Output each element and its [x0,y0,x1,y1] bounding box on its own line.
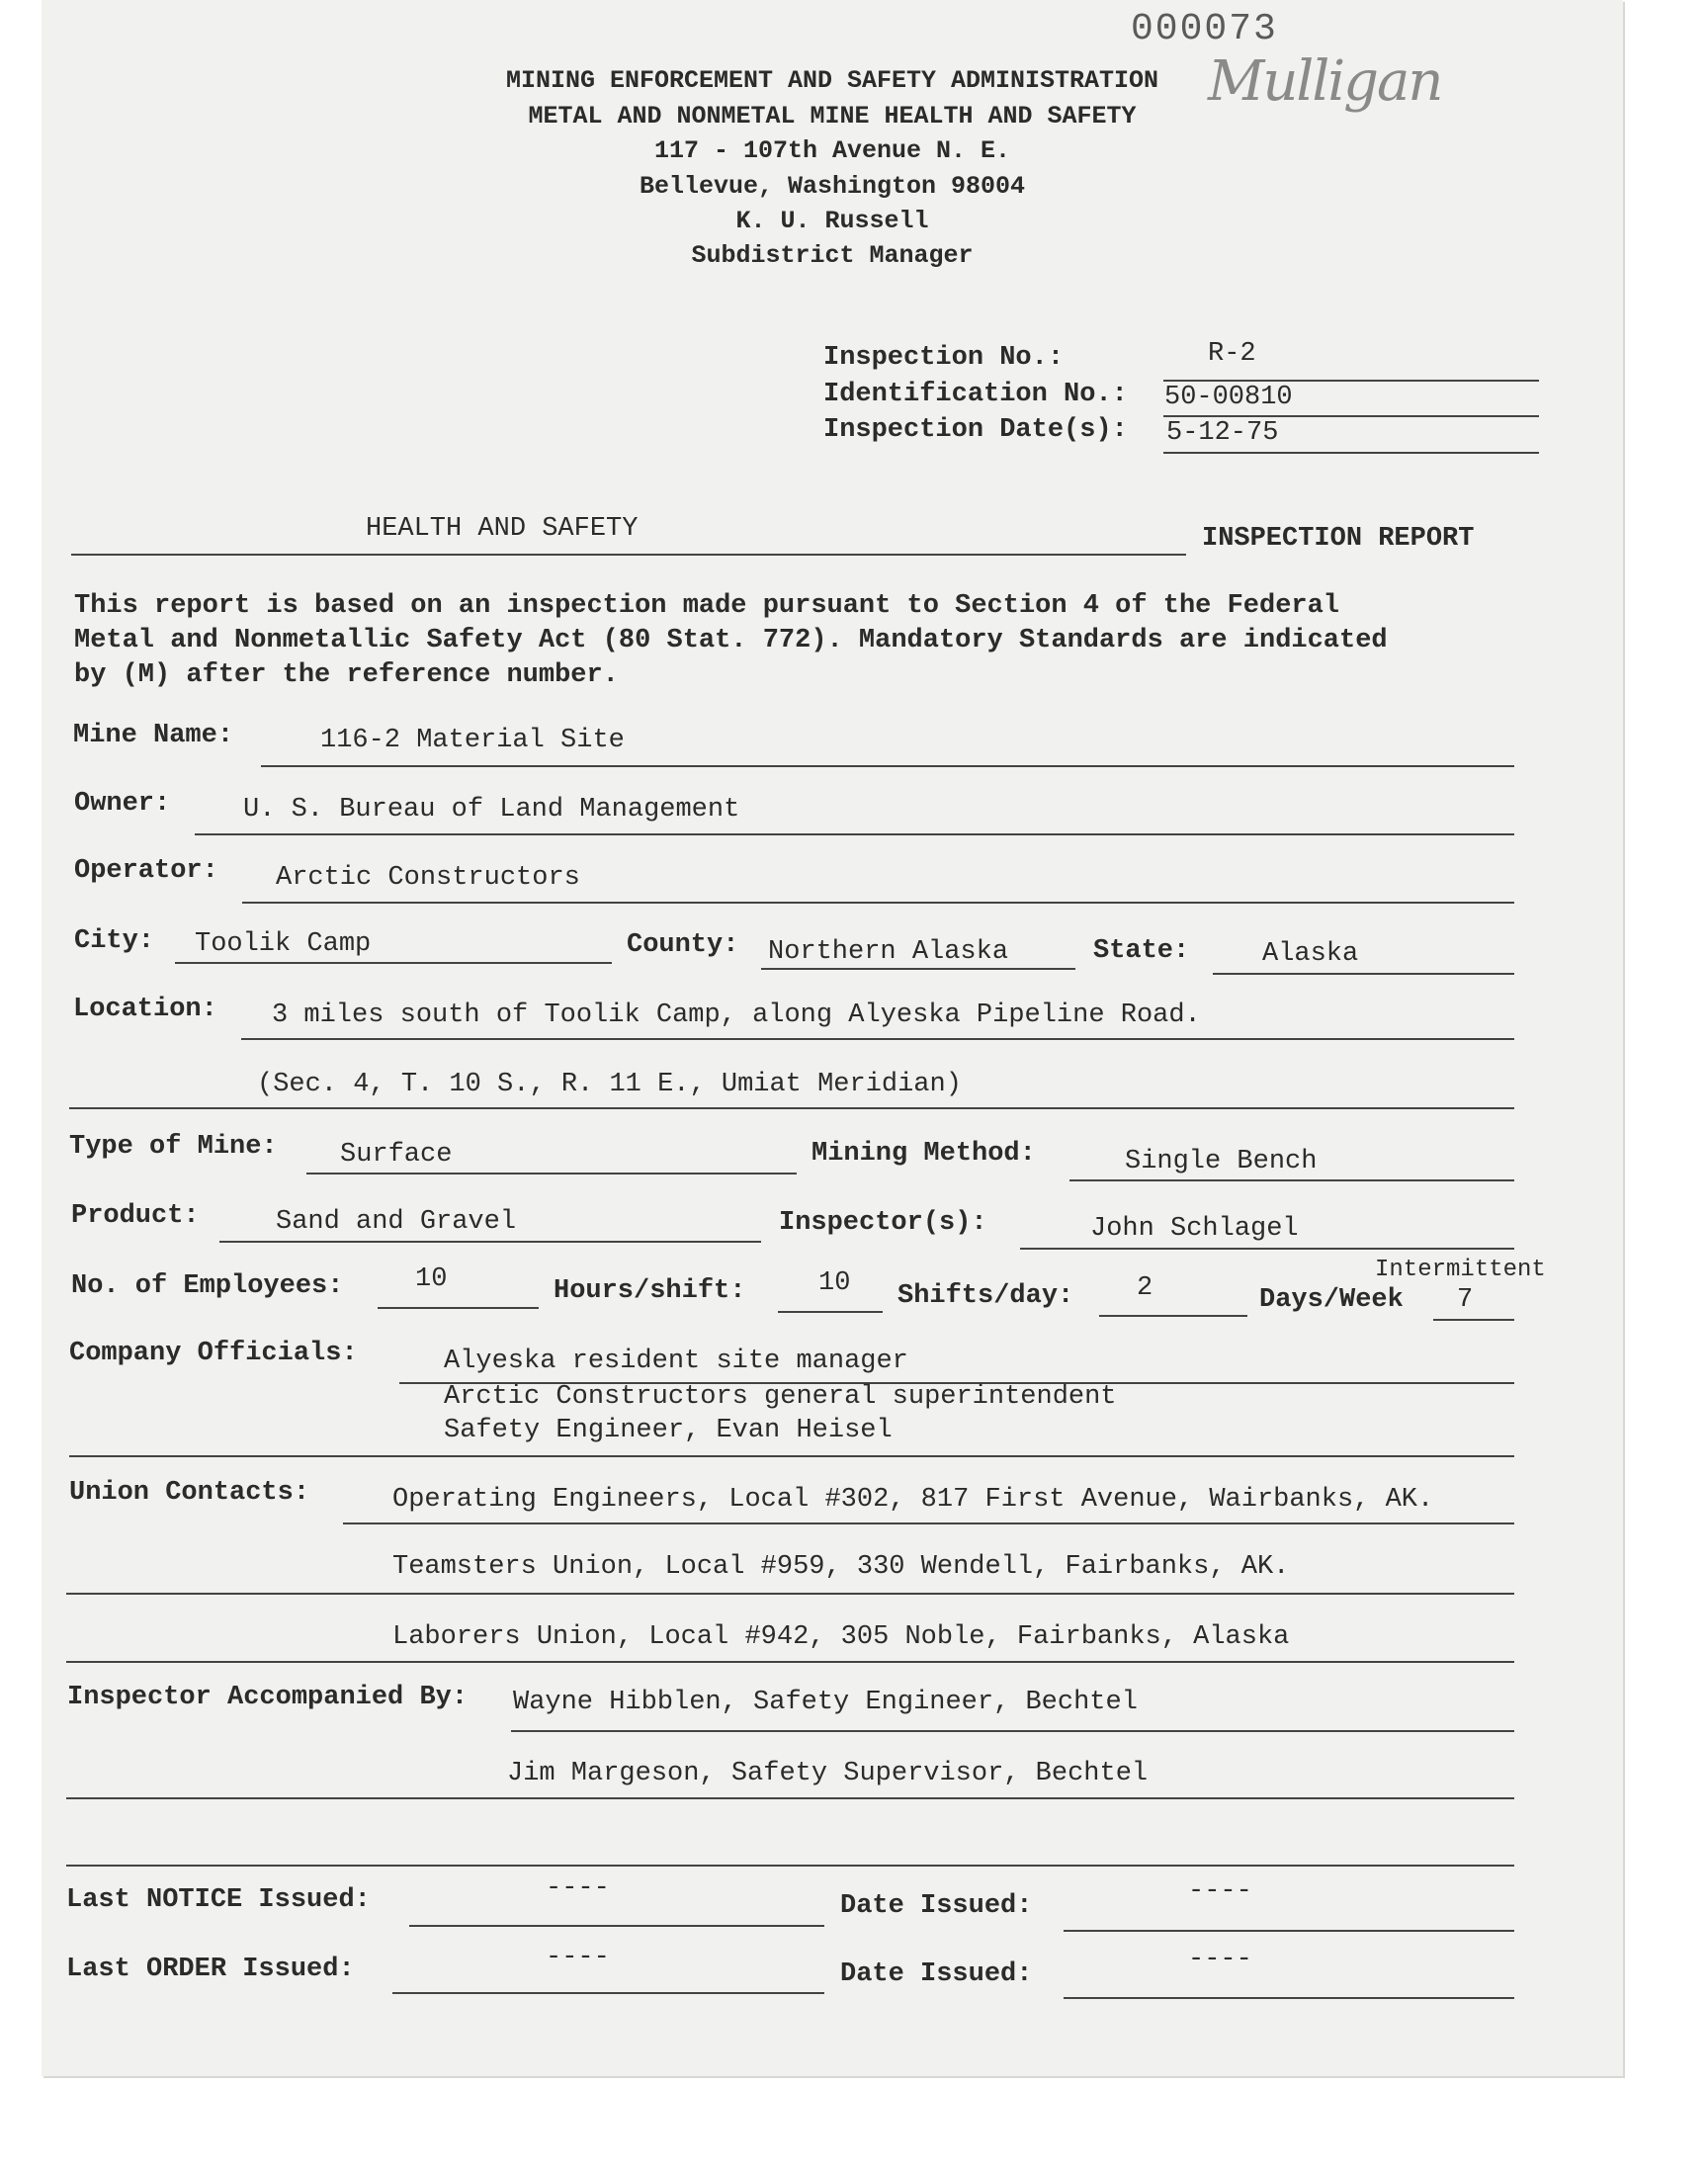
manager-name: K. U. Russell [735,207,929,235]
document-stamp-number: 000073 [1131,8,1278,50]
identification-no-label: Identification No.: [823,380,1128,409]
notice-date-label: Date Issued: [840,1891,1033,1921]
owner-value: U. S. Bureau of Land Management [243,795,740,825]
company-officials-3: Safety Engineer, Evan Heisel [444,1416,893,1445]
state-value: Alaska [1262,939,1359,969]
order-date-value: ---- [1188,1945,1252,1974]
intro-line-1: This report is based on an inspection made pursuant to Section 4 of the Federal [74,591,1340,621]
company-officials-label: Company Officials: [69,1339,358,1368]
agency-city: Bellevue, Washington 98004 [639,172,1026,201]
inspector-value: John Schlagel [1090,1214,1299,1244]
union-contacts-label: Union Contacts: [69,1478,310,1508]
product-value: Sand and Gravel [276,1207,517,1237]
hours-shift-label: Hours/shift: [554,1276,746,1306]
employees-value: 10 [415,1264,448,1294]
inspection-no-label: Inspection No.: [823,343,1065,373]
inspection-no-value: R-2 [1208,339,1256,369]
handwritten-signature: Mulligan [1208,49,1442,114]
days-week-note: Intermittent [1375,1257,1546,1283]
city-value: Toolik Camp [195,929,372,959]
accompanied-by-label: Inspector Accompanied By: [67,1683,469,1712]
city-label: City: [74,926,155,956]
operator-value: Arctic Constructors [276,863,580,893]
state-label: State: [1093,936,1190,966]
union-contact-2: Teamsters Union, Local #959, 330 Wendell, Fairbanks, AK. [392,1552,1290,1582]
operator-label: Operator: [74,856,218,886]
county-value: Northern Alaska [768,937,1009,967]
last-order-label: Last ORDER Issued: [66,1955,355,1984]
last-notice-label: Last NOTICE Issued: [66,1885,371,1915]
mine-name-value: 116-2 Material Site [320,726,625,755]
agency-division: METAL AND NONMETAL MINE HEALTH AND SAFETY [528,102,1137,130]
report-title: INSPECTION REPORT [1202,524,1475,554]
manager-title: Subdistrict Manager [691,241,974,270]
mining-method-label: Mining Method: [811,1139,1036,1169]
report-type: HEALTH AND SAFETY [366,514,639,544]
owner-label: Owner: [74,789,171,819]
type-of-mine-value: Surface [340,1140,453,1170]
mine-name-label: Mine Name: [73,721,234,750]
last-order-value: ---- [546,1943,610,1972]
intro-line-3: by (M) after the reference number. [74,660,619,690]
type-of-mine-label: Type of Mine: [69,1132,278,1162]
inspection-date-value: 5-12-75 [1166,418,1279,448]
location-value-2: (Sec. 4, T. 10 S., R. 11 E., Umiat Meridian) [257,1070,962,1099]
agency-name: MINING ENFORCEMENT AND SAFETY ADMINISTRATION [505,66,1159,95]
company-officials-2: Arctic Constructors general superintendent [444,1382,1117,1412]
inspector-label: Inspector(s): [779,1208,987,1238]
union-contact-3: Laborers Union, Local #942, 305 Noble, Fairbanks, Alaska [392,1622,1290,1652]
days-week-value: 7 [1457,1285,1474,1315]
product-label: Product: [71,1201,200,1231]
agency-street: 117 - 107th Avenue N. E. [653,136,1011,165]
order-date-label: Date Issued: [840,1959,1033,1989]
shifts-day-value: 2 [1137,1273,1153,1303]
hours-shift-value: 10 [818,1268,851,1298]
document-page [42,0,1623,2076]
inspection-date-label: Inspection Date(s): [823,415,1128,445]
county-label: County: [627,930,739,960]
union-contact-1: Operating Engineers, Local #302, 817 First Avenue, Wairbanks, AK. [392,1485,1434,1515]
days-week-label: Days/Week [1259,1285,1404,1315]
last-notice-value: ---- [546,1873,610,1903]
mining-method-value: Single Bench [1125,1147,1318,1176]
location-label: Location: [73,995,217,1024]
location-value-1: 3 miles south of Toolik Camp, along Alyeska Pipeline Road. [272,1000,1201,1030]
notice-date-value: ---- [1188,1876,1252,1906]
accompanied-by-2: Jim Margeson, Safety Supervisor, Bechtel [507,1759,1149,1788]
shifts-day-label: Shifts/day: [897,1281,1074,1311]
intro-line-2: Metal and Nonmetallic Safety Act (80 Stat. 772). Mandatory Standards are indicated [74,626,1388,655]
identification-no-value: 50-00810 [1164,383,1293,412]
company-officials-1: Alyeska resident site manager [444,1347,908,1376]
employees-label: No. of Employees: [71,1271,344,1301]
accompanied-by-1: Wayne Hibblen, Safety Engineer, Bechtel [513,1688,1138,1717]
